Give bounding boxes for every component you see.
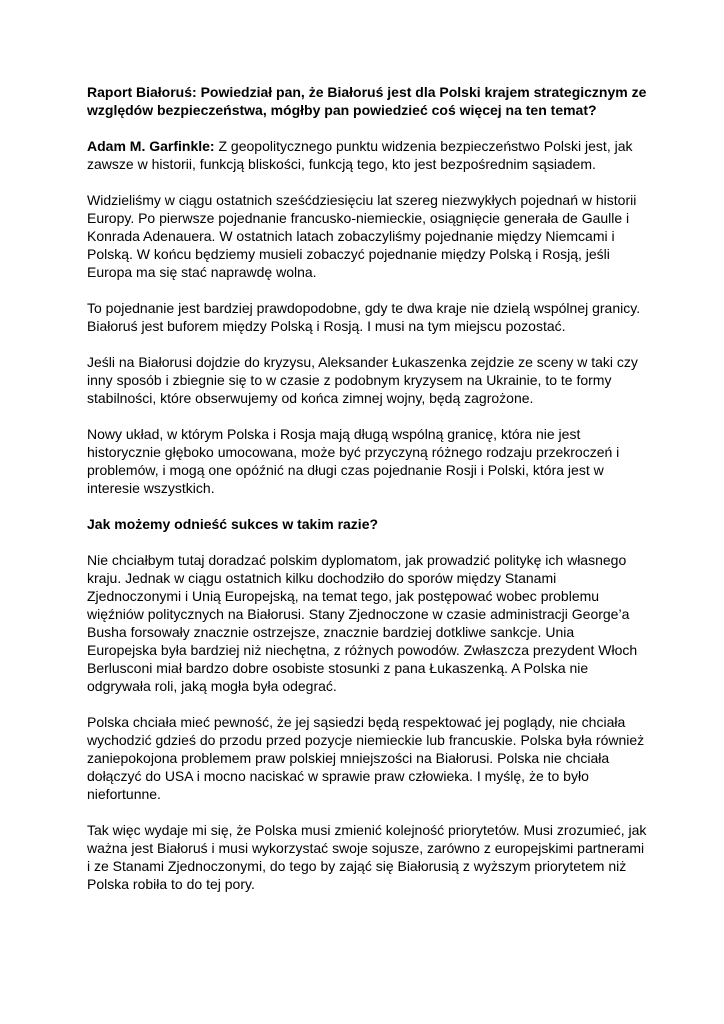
answer-1-text: Z geopolitycznego punktu widzenia bezpieczeństwo Polski jest, jak zawsze w historii, funkcją bliskości, funkcją tego, kto jest bezpośrednim sąsiadem. (87, 138, 633, 172)
question-2: Jak możemy odnieść sukces w takim razie? (87, 516, 379, 532)
paragraph: Nie chciałbym tutaj doradzać polskim dyplomatom, jak prowadzić politykę ich własnego kraju. Jednak w ciągu ostatnich kilku dochodziło do sporów między Stanami Zjednoczonymi i Unią Europejską, na temat tego, jak postępować wobec problemu więźniów politycznych na Białorusi. Stany Zjednoczone w czasie administracji George’a Busha forsowały znacznie ostrzejsze, znacznie bardziej dotkliwe sankcje. Unia Europejska była bardziej niż niechętna, z różnych powodów. Zwłaszcza prezydent Włoch Berlusconi miał bardzo dobre osobiste stosunki z pana Łukaszenką. A Polska nie odgrywała roli, jaką mogła była odegrać. (87, 552, 638, 694)
paragraph: To pojednanie jest bardziej prawdopodobne, gdy te dwa kraje nie dzielą wspólnej granicy. Białoruś jest buforem między Polską i Rosją. I musi na tym miejscu pozostać. (87, 300, 641, 334)
question-1: Raport Białoruś: Powiedział pan, że Białoruś jest dla Polski krajem strategicznym ze względów bezpieczeństwa, mógłby pan powiedzieć coś więcej na ten temat? (87, 84, 647, 118)
answer-1 (87, 137, 647, 173)
paragraph: Nowy układ, w którym Polska i Rosja mają długą wspólną granicę, która nie jest historycznie głęboko umocowana, może być przyczyną różnego rodzaju przekroczeń i problemów, i mogą one opóźnić na długi czas pojednanie Rosji i Polski, która jest w interesie wszystkich. (87, 426, 620, 496)
document-page (87, 83, 647, 911)
speaker-name: Adam M. Garfinkle: (87, 138, 215, 154)
paragraph: Jeśli na Białorusi dojdzie do kryzysu, Aleksander Łukaszenka zejdzie ze sceny w taki czy inny sposób i zbiegnie się to w czasie z podobnym kryzysem na Ukrainie, to te formy stabilności, które obserwujemy od końca zimnej wojny, będą zagrożone. (87, 354, 638, 406)
paragraph: Tak więc wydaje mi się, że Polska musi zmienić kolejność priorytetów. Musi zrozumieć, jak ważna jest Białoruś i musi wykorzystać swoje sojusze, zarówno z europejskimi partnerami i ze Stanami Zjednoczonymi, do tego by zająć się Białorusią z wyższym priorytetem niż Polska robiła to do tej pory. (87, 822, 647, 892)
paragraph: Polska chciała mieć pewność, że jej sąsiedzi będą respektować jej poglądy, nie chciała wychodzić gdzieś do przodu przed pozycje niemieckie lub francuskie. Polska była również zaniepokojona problemem praw polskiej mniejszości na Białorusi. Polska nie chciała dołączyć do USA i mocno naciskać w sprawie praw człowieka. I myślę, że to było niefortunne. (87, 714, 645, 802)
paragraph: Widzieliśmy w ciągu ostatnich sześćdziesięciu lat szereg niezwykłych pojednań w historii Europy. Po pierwsze pojednanie francusko-niemieckie, osiągnięcie generała de Gaulle i Konrada Adenauera. W ostatnich latach zobaczyliśmy pojednanie między Niemcami i Polską. W końcu będziemy musieli zobaczyć pojednanie między Polską i Rosją, jeśli Europa ma się stać naprawdę wolna. (87, 192, 637, 280)
